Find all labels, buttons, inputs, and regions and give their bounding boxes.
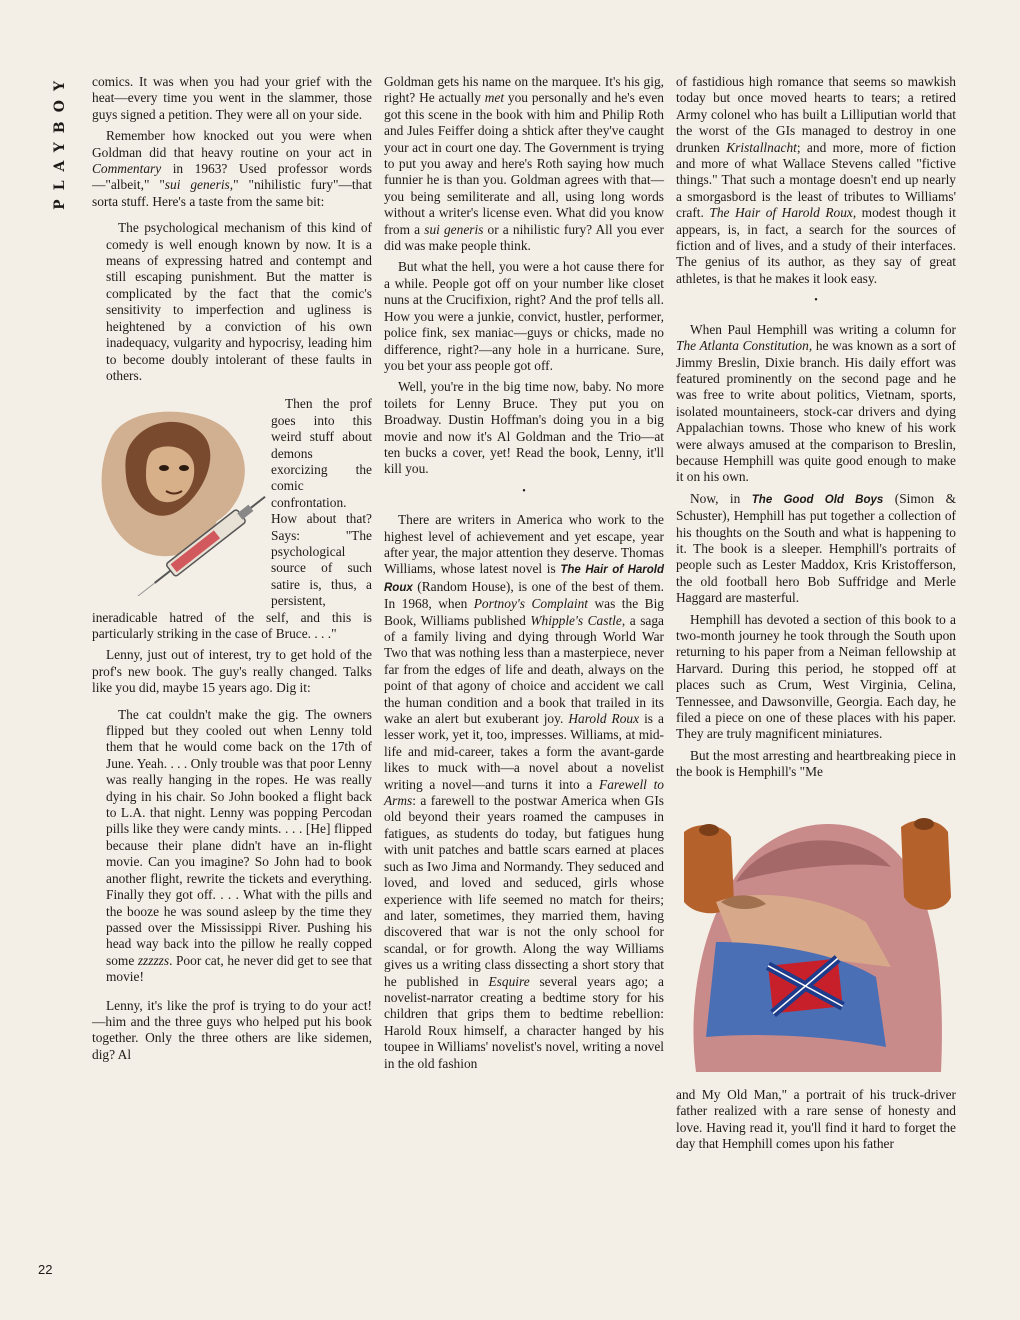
paragraph: Goldman gets his name on the marquee. It's his gig, right? He actually met you personally and he's even got this scene in the book with him and Philip Roth and Jules Feiffer doing a shtick after they've caught your act in court one day. The Government is trying to put you away and here's Roth saying how much funnier he is than you. Goldman agrees with that—you being semiliterate and all, using long words without a writer's license even. What did you know from a sui generis or a nihilistic fury? All you ever did was make people think.: [384, 74, 664, 254]
paragraph: comics. It was when you had your grief with the heat—every time you went in the slammer, those guys signed a petition. They were all on your side.: [92, 74, 372, 122]
magazine-title: Commentary: [92, 161, 162, 177]
syringe-portrait-icon: [92, 396, 267, 596]
column-3: [676, 74, 956, 1158]
paragraph: There are writers in America who work to the highest level of achievement and yet escape, year after year, the major attention they deserve. Thomas Williams, whose latest novel is The Hair of Harold Roux (Random House), is one of the best of them. In 1968, when Portnoy's Complaint was the Big Book, Williams published Whipple's Castle, a saga of a family living and dying through World War Two that was nothing less than a masterpiece, never far from the edges of life and death, always on the point of that agony of choice and accident we call the human condition and a book that trailed in its wake an alert but exuberant joy. Harold Roux is a lesser work, yet it, too, impresses. Williams, at mid-life and mid-career, takes a form the avant-garde likes to muck with—a novel about a novelist writing a novel—and turns it into a Farewell to Arms: a farewell to the postwar America when GIs old beyond their years roamed the campuses in fatigues, as students do today, but fatigues hung with unit patches and battle scars earned at places such as Iwo Jima and Normandy. They seduced and loved, and loved and seduced, girls whose experience with life seemed no match for theirs; and later, sometimes, they married them, having discovered that war is not the only school for scandal, or for growth. Along the way Williams gives us a writing class dissecting a short story that he published in Esquire several years ago; a novelist-narrator creating a bedtime story for his children that grips them to bedtime rebellion: Harold Roux himself, a character hanged by his toupee in Williams' novelist's novel, writing a novel in the old fashion: [384, 512, 665, 1071]
page-number: 22: [38, 1262, 53, 1277]
quote-text: The psychological mechanism of this kind of comedy is well enough known by now. It is a means of expressing hatred and contempt and still escaping punishment. But the matter is complicated by the fact that the comic's sensitivity to imperfection and ugliness is heightened by a conviction of his own inadequacy, vulgarity and hypocrisy, leading him to become doubly intolerant of these faults in others.: [106, 220, 372, 383]
illustration-lenny-syringe: [92, 396, 267, 596]
book-title: The Good Old Boys: [751, 493, 884, 506]
paragraph: Lenny, it's like the prof is trying to do your act!—him and the three guys who helped put his book together. Only the three others are like sidemen, dig? Al: [92, 997, 372, 1062]
paragraph: Well, you're in the big time now, baby. No more toilets for Lenny Bruce. They put you on Broadway. Dustin Hoffman's doing you in a big movie and now it's Al Goldman and the Trio—at ten bucks a cover, yet! Read the book, Lenny, it'll kill you.: [384, 379, 664, 477]
paragraph: Remember how knocked out you were when Goldman did that heavy routine on your act in Commentary in 1963? Used professor words—"albeit," "sui generis," "nihilistic fury"—that sorta stuff. Here's a taste from the same bit:: [92, 128, 372, 209]
section-divider: •: [814, 295, 818, 307]
paragraph: When Paul Hemphill was writing a column for The Atlanta Constitution, he was known as a sort of Jimmy Breslin, Dixie branch. His daily effort was featured prominently on the second page and he was free to write about politics, Vietnam, sports, isolated mountaineers, stock-car drivers and dying Appalachian towns. Those who knew of his work were always amused at the comparison to Breslin, because Hemphill was quite good enough to make it on his own.: [676, 321, 956, 485]
paragraph: But what the hell, you were a hot cause there for a while. People got off on your number like closet nuns at the Crucifixion, right? And the prof tells all. How you were a junkie, convict, hustler, performer, police fink, sex maniac—guys or chicks, made no difference, right?—any hole in a hurricane. Sure, you bet your ass people got off.: [384, 259, 664, 373]
paragraph: Hemphill has devoted a section of this book to a two-month journey he took through the South upon returning to his paper from a Neiman fellowship at Harvard. During this period, he stopped off at places such as Crum, West Virginia, Celina, Tennessee, and Dawsonville, Georgia. Each day, he filed a piece on one of these places with his paper. They are truly magnificent miniatures.: [676, 611, 956, 742]
block-quote: [106, 707, 372, 986]
quote-text: The cat couldn't make the gig. The owners flipped but they cooled out when Lenny told them that he would come back on the 17th of June. Yeah. . . . Only trouble was that poor Lenny was really hanging in the ropes. He was really dying in his chair. So John booked a flight back to L.A. that night. Lenny was popping Percodan pills like they were candy mints. . . . [He] flipped because their plane didn't have an in-flight movie. Can you imagine? So John had to book another flight, rewrite the tickets and everything. Finally they got off. . . . What with the pills and the booze he was sound asleep by the time they passed over the Mississippi River. Pushing his head way back into the pillow he really copped some zzzzzs. Poor cat, he never did get to see that movie!: [106, 706, 372, 985]
column-1: [92, 74, 372, 1068]
paragraph: Lenny, just out of interest, try to get hold of the prof's new book. The guy's really changed. Talks like you did, maybe 15 years ago. Dig it:: [92, 647, 372, 696]
paragraph: of fastidious high romance that seems so mawkish today but once moved hearts to tears; a retired Army colonel who has built a Lilliputian world that the worst of the GIs managed to destroy in one drunken Kristallnacht; and more, more of fiction and more of what Wallace Stevens called "fictive things." That such a montage doesn't end up nearly a smorgasbord is the least of tributes to Williams' craft. The Hair of Harold Roux, modest though it appears, is, in fact, a search for the sources of fiction and of lives, and a study of their interfaces. The genius of its author, as they say of great athletes, is that he makes it look easy.: [676, 74, 956, 286]
section-divider: •: [522, 485, 526, 497]
paragraph: But the most arresting and heartbreaking piece in the book is Hemphill's "Me: [676, 747, 956, 780]
illustration-confederate-arm: [676, 792, 956, 1077]
column-2: [384, 74, 664, 1077]
book-title: The Hair of Harold Roux: [384, 564, 664, 594]
paragraph: Then the prof goes into this weird stuff about demons exorcizing the comic confrontation. How about that? Says: "The psychological source of such satire is, thus, a persistent, ineradicable hatred of the self, and this is particularly striking in the case of Bruce. . . .": [92, 396, 372, 641]
magazine-name: PLAYBOY: [52, 72, 68, 210]
paragraph: and My Old Man," a portrait of his truck-driver father realized with a rare sense of honesty and love. Having read it, you'll find it hard to forget the day that Hemphill comes upon his father: [676, 1087, 956, 1152]
block-quote: [106, 220, 372, 384]
paragraph: Now, in The Good Old Boys (Simon & Schuster), Hemphill has put together a collection of his thoughts on the South and what is happening to it. The book is a sleeper. Hemphill's portraits of people such as Lester Maddox, Kris Kristofferson, the old football hero Bob Suffridge and Merle Haggard are masterful.: [676, 490, 956, 606]
